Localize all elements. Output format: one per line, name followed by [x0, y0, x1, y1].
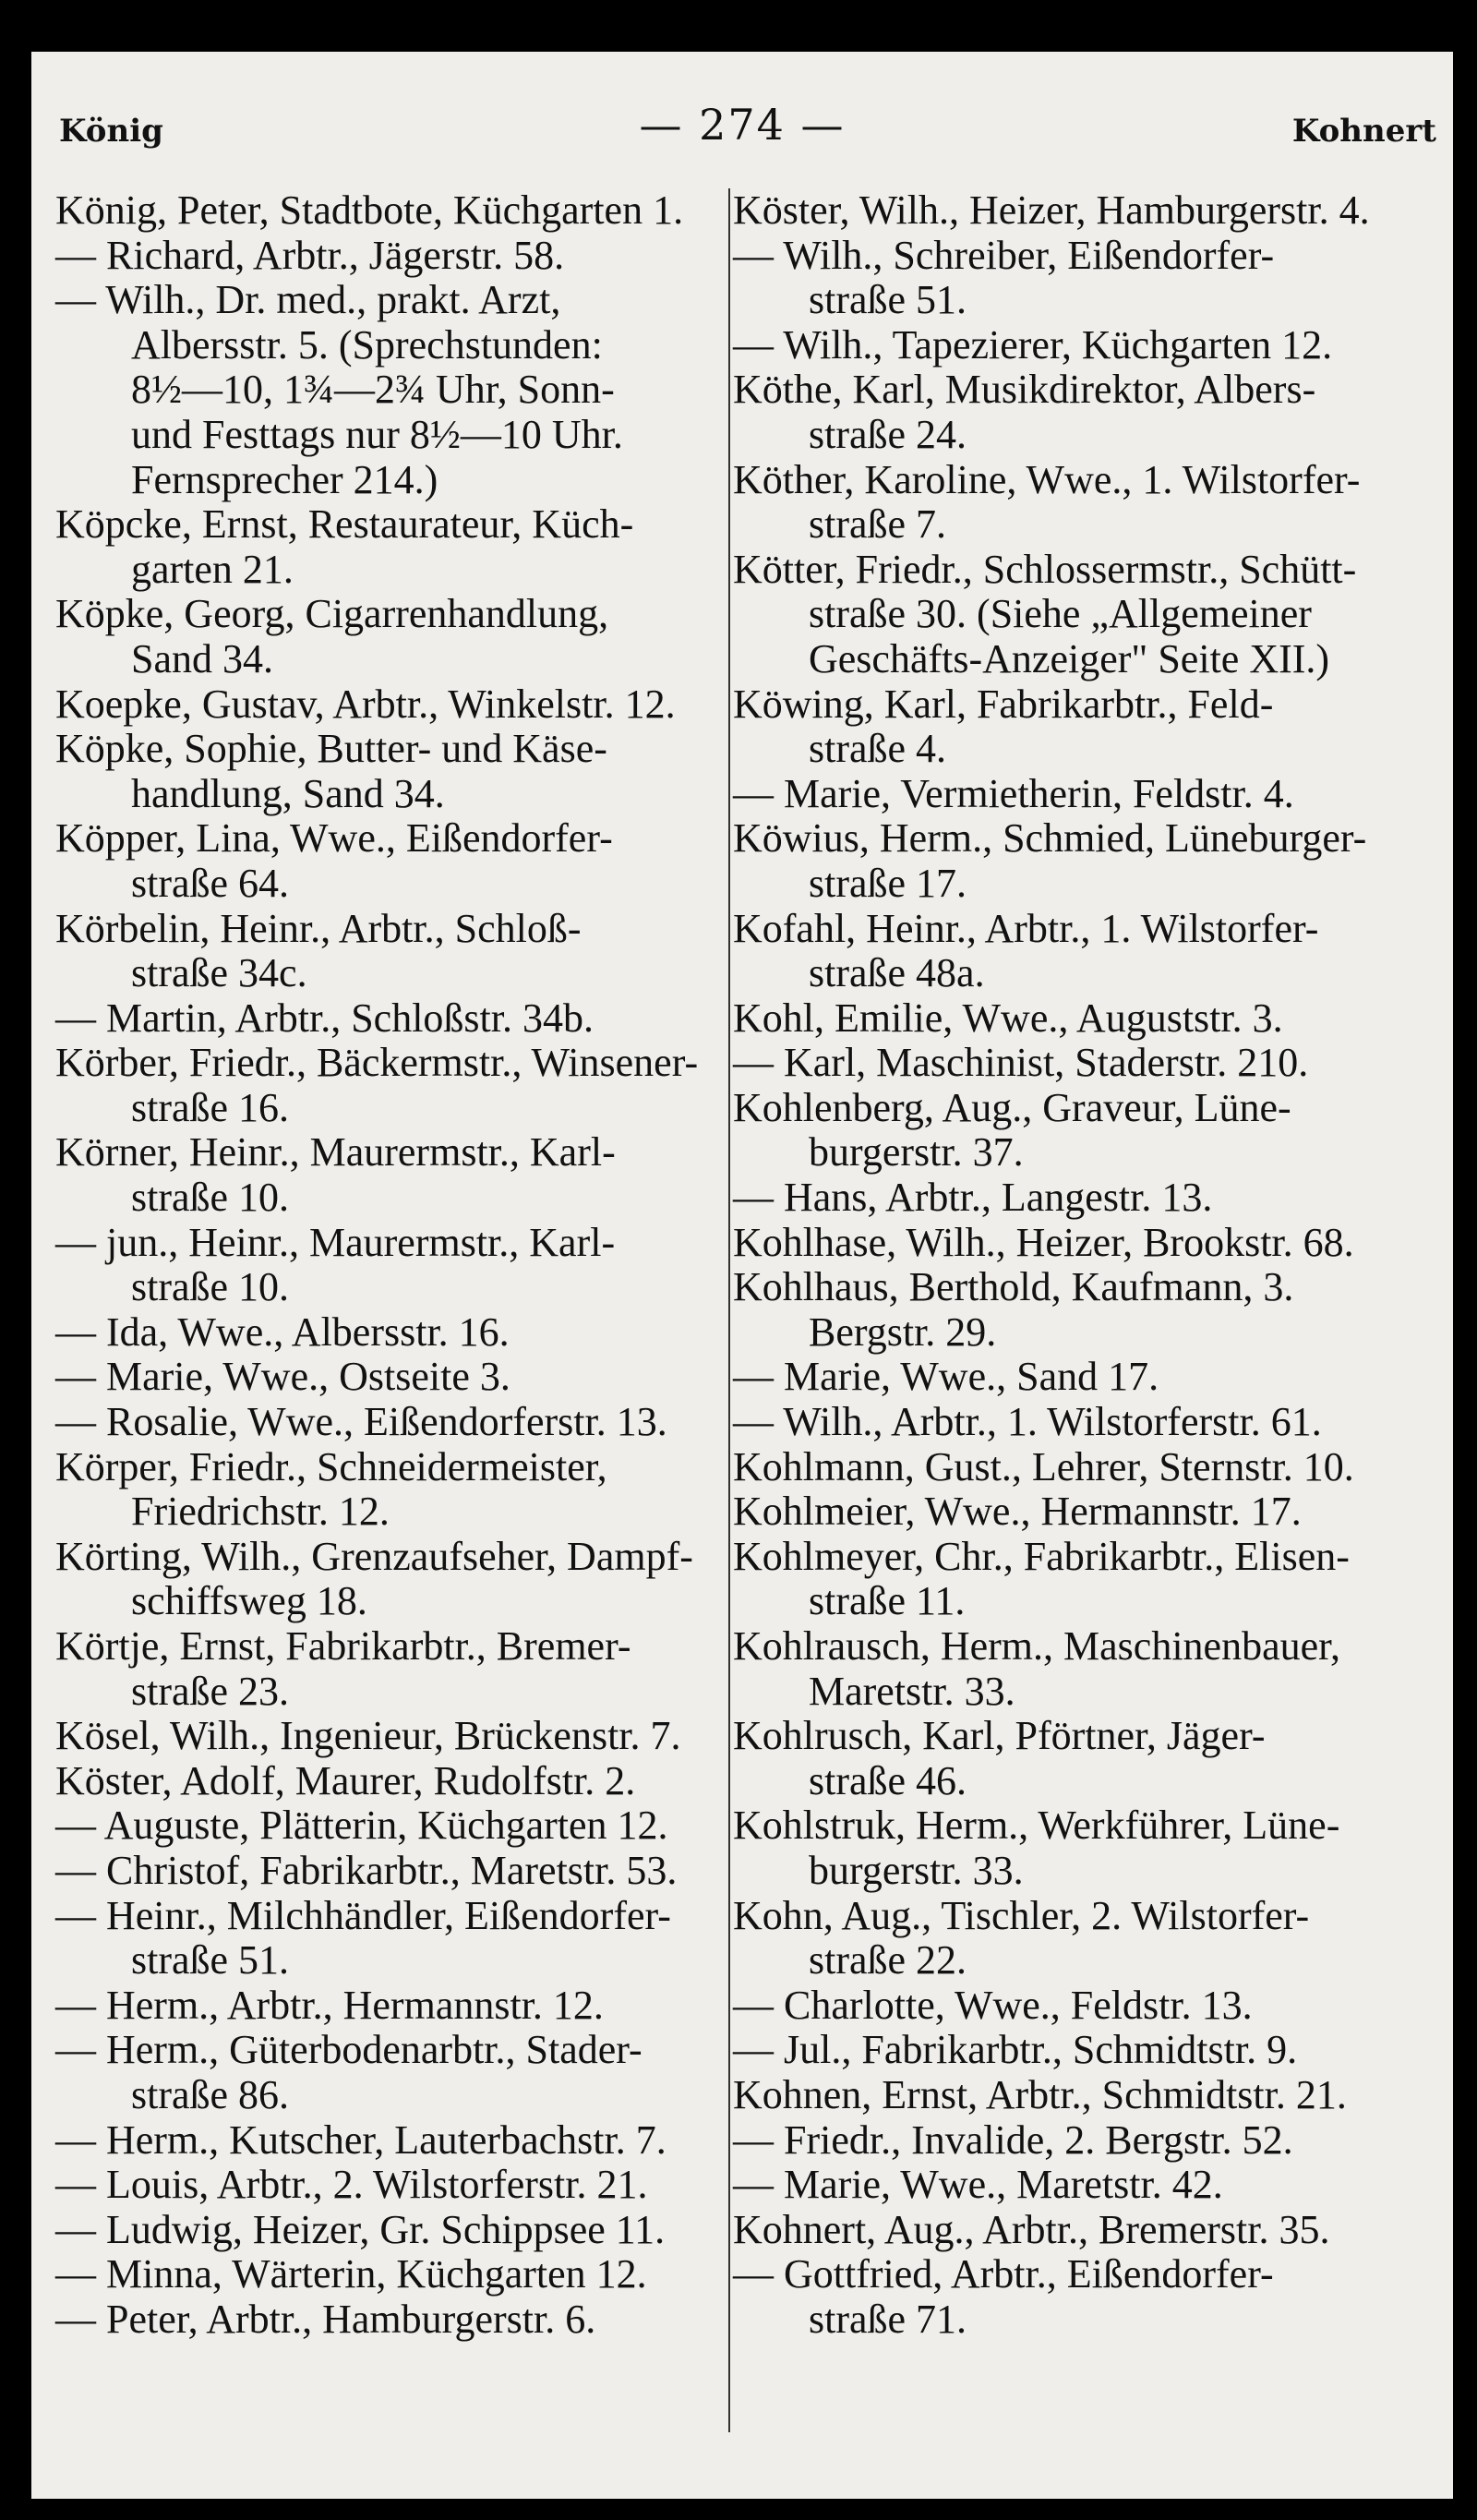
directory-line: — Peter, Arbtr., Hamburgerstr. 6. [55, 2296, 596, 2342]
directory-line: straße 16. [131, 1084, 290, 1130]
directory-line: Kohlhase, Wilh., Heizer, Brookstr. 68. [733, 1219, 1354, 1265]
directory-line: Kohn, Aug., Tischler, 2. Wilstorfer- [733, 1892, 1310, 1938]
directory-line: — Wilh., Dr. med., prakt. Arzt, [55, 277, 561, 323]
directory-page [31, 52, 1453, 2499]
directory-line: — Rosalie, Wwe., Eißendorferstr. 13. [55, 1399, 667, 1445]
directory-line: Körtje, Ernst, Fabrikarbtr., Bremer- [55, 1623, 631, 1669]
directory-line: straße 22. [809, 1937, 967, 1983]
directory-line: und Festtags nur 8½—10 Uhr. [131, 411, 623, 457]
directory-line: — Charlotte, Wwe., Feldstr. 13. [733, 1982, 1253, 2028]
directory-line: Köpper, Lina, Wwe., Eißendorfer- [55, 815, 613, 862]
directory-line: Geschäfts-Anzeiger" Seite XII.) [809, 635, 1330, 681]
directory-line: Köthe, Karl, Musikdirektor, Albers- [733, 367, 1316, 413]
directory-line: — Richard, Arbtr., Jägerstr. 58. [55, 232, 565, 278]
directory-line: straße 71. [809, 2296, 967, 2342]
directory-line: — Jul., Fabrikarbtr., Schmidtstr. 9. [733, 2027, 1298, 2073]
directory-line: — Karl, Maschinist, Staderstr. 210. [733, 1040, 1309, 1086]
directory-line: — Christof, Fabrikarbtr., Maretstr. 53. [55, 1847, 678, 1893]
directory-line: Köpke, Georg, Cigarrenhandlung, [55, 591, 609, 637]
directory-line: Köpcke, Ernst, Restaurateur, Küch- [55, 501, 634, 548]
directory-line: straße 46. [809, 1757, 967, 1803]
directory-line: straße 64. [131, 860, 290, 906]
directory-line: — Wilh., Arbtr., 1. Wilstorferstr. 61. [733, 1399, 1322, 1445]
directory-line: Kohlstruk, Herm., Werkführer, Lüne- [733, 1803, 1340, 1849]
page-number: — 274 — [639, 100, 846, 150]
directory-line: straße 51. [131, 1937, 290, 1983]
directory-line: — Minna, Wärterin, Küchgarten 12. [55, 2251, 647, 2297]
directory-line: Köther, Karoline, Wwe., 1. Wilstorfer- [733, 456, 1361, 502]
directory-line: — Herm., Arbtr., Hermannstr. 12. [55, 1982, 604, 2028]
directory-line: straße 86. [131, 2071, 290, 2117]
right-column [733, 188, 1416, 2343]
directory-line: — Martin, Arbtr., Schloßstr. 34b. [55, 995, 594, 1041]
directory-line: — Auguste, Plätterin, Küchgarten 12. [55, 1803, 668, 1849]
directory-line: burgerstr. 33. [809, 1847, 1024, 1893]
directory-line: — Marie, Vermietherin, Feldstr. 4. [733, 770, 1294, 816]
directory-line: Köster, Adolf, Maurer, Rudolfstr. 2. [55, 1757, 636, 1803]
directory-line: burgerstr. 37. [809, 1129, 1024, 1176]
running-head-right: Kohnert [1291, 113, 1436, 150]
directory-line: Fernsprecher 214.) [131, 456, 438, 502]
directory-line: Köwius, Herm., Schmied, Lüneburger- [733, 815, 1367, 862]
directory-line: Kohlmeier, Wwe., Hermannstr. 17. [733, 1489, 1302, 1535]
directory-line: Koepke, Gustav, Arbtr., Winkelstr. 12. [55, 681, 676, 727]
directory-line: schiffsweg 18. [131, 1578, 367, 1624]
directory-line: — Wilh., Tapezierer, Küchgarten 12. [733, 321, 1333, 368]
directory-line: König, Peter, Stadtbote, Küchgarten 1. [55, 187, 684, 233]
directory-line: Kohnen, Ernst, Arbtr., Schmidtstr. 21. [733, 2071, 1347, 2117]
directory-line: Kohlrausch, Herm., Maschinenbauer, [733, 1623, 1341, 1669]
directory-line: Körting, Wilh., Grenzaufseher, Dampf- [55, 1533, 693, 1579]
directory-line: straße 48a. [809, 950, 985, 996]
directory-line: — Heinr., Milchhändler, Eißendorfer- [55, 1892, 671, 1938]
directory-line: Körbelin, Heinr., Arbtr., Schloß- [55, 905, 582, 951]
directory-line: Köwing, Karl, Fabrikarbtr., Feld- [733, 681, 1274, 727]
directory-line: — Ludwig, Heizer, Gr. Schippsee 11. [55, 2206, 666, 2252]
directory-line: — Louis, Arbtr., 2. Wilstorferstr. 21. [55, 2162, 648, 2208]
directory-line: Albersstr. 5. (Sprechstunden: [131, 321, 603, 368]
directory-line: handlung, Sand 34. [131, 770, 445, 816]
directory-line: — Hans, Arbtr., Langestr. 13. [733, 1175, 1213, 1221]
column-divider [728, 188, 730, 2432]
directory-line: — Gottfried, Arbtr., Eißendorfer- [733, 2251, 1274, 2297]
directory-line: — Wilh., Schreiber, Eißendorfer- [733, 232, 1275, 278]
directory-line: Kohlmann, Gust., Lehrer, Sternstr. 10. [733, 1443, 1354, 1489]
directory-line: garten 21. [131, 546, 294, 592]
directory-line: Körber, Friedr., Bäckermstr., Winsener- [55, 1040, 699, 1086]
directory-line: Friedrichstr. 12. [131, 1489, 390, 1535]
directory-line: Köpke, Sophie, Butter- und Käse- [55, 726, 607, 772]
directory-line: straße 24. [809, 411, 967, 457]
directory-line: — Herm., Kutscher, Lauterbachstr. 7. [55, 2116, 666, 2163]
directory-line: Sand 34. [131, 635, 273, 681]
directory-line: straße 17. [809, 860, 967, 906]
directory-line: — Marie, Wwe., Sand 17. [733, 1354, 1159, 1400]
directory-line: — Marie, Wwe., Ostseite 3. [55, 1354, 510, 1400]
directory-line: straße 4. [809, 726, 947, 772]
directory-line: — Ida, Wwe., Albersstr. 16. [55, 1308, 510, 1355]
directory-line: Kohlrusch, Karl, Pförtner, Jäger- [733, 1713, 1266, 1759]
directory-line: Körper, Friedr., Schneidermeister, [55, 1443, 607, 1489]
directory-line: straße 23. [131, 1668, 290, 1714]
directory-line: Kohlmeyer, Chr., Fabrikarbtr., Elisen- [733, 1533, 1350, 1579]
directory-line: straße 10. [131, 1264, 290, 1310]
left-column [55, 188, 729, 2343]
directory-line: — jun., Heinr., Maurermstr., Karl- [55, 1219, 616, 1265]
directory-line: straße 51. [809, 277, 967, 323]
directory-line: Kohl, Emilie, Wwe., Auguststr. 3. [733, 995, 1283, 1041]
directory-line: straße 10. [131, 1175, 290, 1221]
directory-line: Maretstr. 33. [809, 1668, 1015, 1714]
directory-line: 8½—10, 1¾—2¾ Uhr, Sonn- [131, 367, 615, 413]
directory-line: Körner, Heinr., Maurermstr., Karl- [55, 1129, 616, 1176]
directory-line: Kösel, Wilh., Ingenieur, Brückenstr. 7. [55, 1713, 681, 1759]
directory-line: — Friedr., Invalide, 2. Bergstr. 52. [733, 2116, 1293, 2163]
directory-line: straße 30. (Siehe „Allgemeiner [809, 591, 1312, 637]
running-head-left: König [59, 113, 163, 150]
directory-line: straße 34c. [131, 950, 307, 996]
page-header [31, 100, 1453, 164]
directory-line: straße 7. [809, 501, 947, 548]
directory-line: — Herm., Güterbodenarbtr., Stader- [55, 2027, 642, 2073]
directory-line: Kötter, Friedr., Schlossermstr., Schütt- [733, 546, 1357, 592]
directory-line: Bergstr. 29. [809, 1308, 997, 1355]
directory-line: — Marie, Wwe., Maretstr. 42. [733, 2162, 1223, 2208]
directory-line: Kohnert, Aug., Arbtr., Bremerstr. 35. [733, 2206, 1330, 2252]
directory-line: Kohlenberg, Aug., Graveur, Lüne- [733, 1084, 1291, 1130]
directory-line: Kofahl, Heinr., Arbtr., 1. Wilstorfer- [733, 905, 1319, 951]
directory-line: Kohlhaus, Berthold, Kaufmann, 3. [733, 1264, 1294, 1310]
directory-line: straße 11. [809, 1578, 966, 1624]
directory-line: Köster, Wilh., Heizer, Hamburgerstr. 4. [733, 187, 1370, 233]
